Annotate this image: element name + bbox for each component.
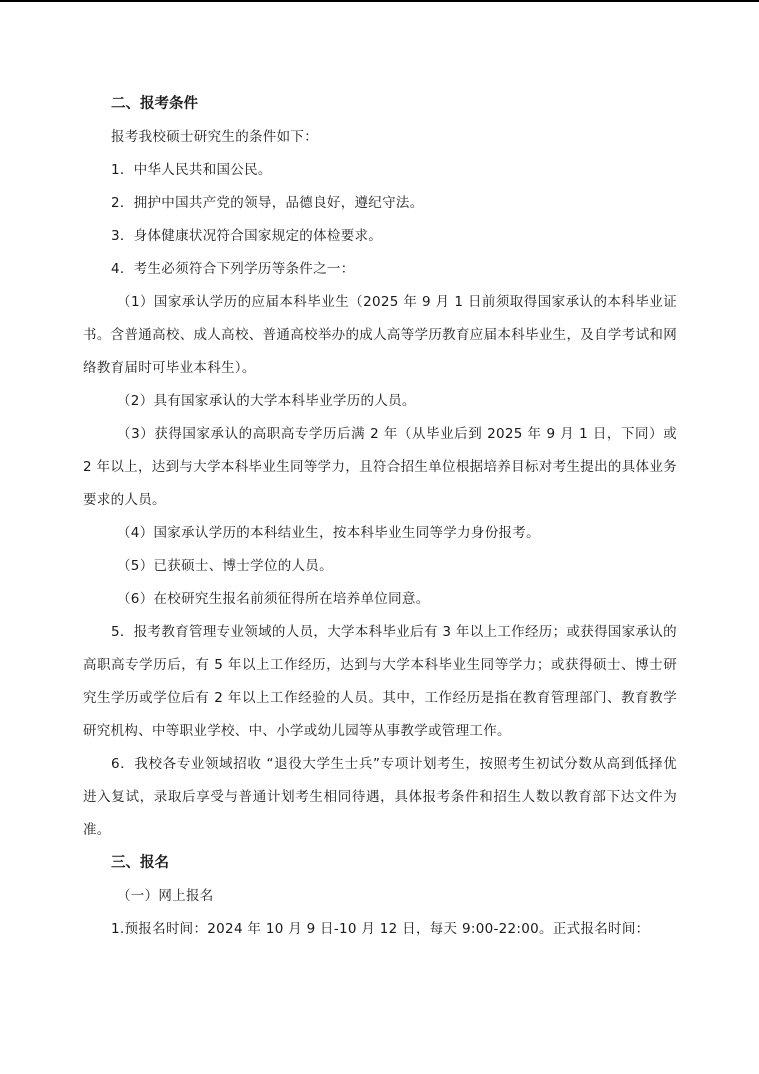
education-condition-1: （1）国家承认学历的应届本科毕业生（2025 年 9 月 1 日前须取得国家承认的本科毕业证书。含普通高校、成人高校、普通高校举办的成人高等学历教育应届本科毕业生，及自学考试和网络教育届时可毕业本科生）。: [83, 294, 677, 376]
top-border-line: [0, 0, 759, 2]
education-condition-4: （4）国家承认学历的本科结业生，按本科毕业生同等学力身份报考。: [117, 525, 540, 541]
education-condition-5: （5）已获硕士、博士学位的人员。: [117, 558, 333, 574]
document-body: [83, 88, 677, 946]
requirement-item-2: 2．拥护中国共产党的领导，品德良好，遵纪守法。: [111, 195, 424, 211]
education-condition-6: （6）在校研究生报名前须征得所在培养单位同意。: [117, 591, 430, 607]
requirement-item-6: 6．我校各专业领域招收 “退役大学生士兵”专项计划考生，按照考生初试分数从高到低择优进入复试，录取后享受与普通计划考生相同待遇，具体报考条件和招生人数以教育部下达文件为准。: [83, 756, 677, 838]
requirement-item-3: 3．身体健康状况符合国家规定的体检要求。: [111, 228, 383, 244]
registration-item-1: 1.预报名时间：2024 年 10 月 9 日-10 月 12 日，每天 9:00-22:00。正式报名时间：: [111, 921, 650, 937]
education-condition-3: （3）获得国家承认的高职高专学历后满 2 年（从毕业后到 2025 年 9 月 1 日，下同）或 2 年以上，达到与大学本科毕业生同等学力，且符合招生单位根据培养目标对考生提出的具体业务要求的人员。: [83, 426, 677, 508]
requirement-item-4: 4．考生必须符合下列学历等条件之一：: [111, 261, 355, 277]
online-registration-subheading: （一）网上报名: [117, 888, 214, 904]
requirement-item-5: 5．报考教育管理专业领域的人员，大学本科毕业后有 3 年以上工作经历；或获得国家承认的高职高专学历后，有 5 年以上工作经历，达到与大学本科毕业生同等学力；或获得硕士、博士研究生学历或学位后有 2 年以上工作经验的人员。其中，工作经历是指在教育管理部门、教育教学研究机构、中等职业学校、中、小学或幼儿园等从事教学或管理工作。: [83, 624, 677, 739]
section-heading-registration: 三、报名: [111, 855, 169, 871]
requirements-intro: 报考我校硕士研究生的条件如下：: [111, 129, 318, 145]
requirement-item-1: 1．中华人民共和国公民。: [111, 162, 272, 178]
section-heading-requirements: 二、报考条件: [111, 96, 198, 112]
education-condition-2: （2）具有国家承认的大学本科毕业学历的人员。: [117, 393, 416, 409]
